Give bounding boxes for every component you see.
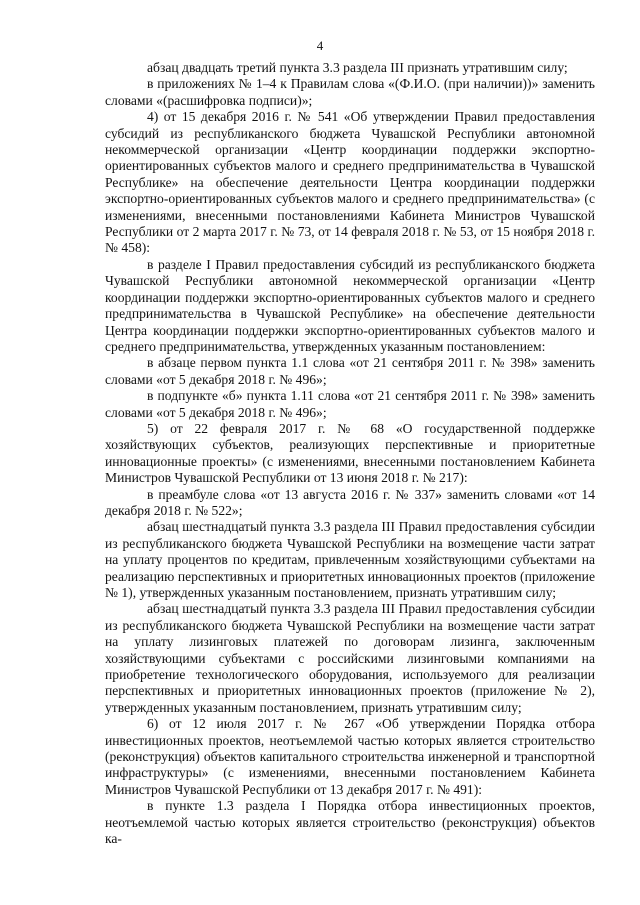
paragraph: в разделе I Правил предоставления субсидий из республиканского бюджета Чувашской Республики автономной некоммерческой организации «Центр координации поддержки экспортно-ориентированных субъектов малого и среднего предпринимательства в Чувашской Республике» на обеспечение деятельности Центра координации поддержки экспортно-ориентированных субъектов малого и среднего предпринимательства, утвержденных указанным постановлением: bbox=[105, 256, 595, 354]
paragraph: абзац шестнадцатый пункта 3.3 раздела III Правил предоставления субсидии из республиканского бюджета Чувашской Республики на возмещение части затрат на уплату процентов по кредитам, привлеченным хозяйствующими субъектами на реализацию перспективных и приоритетных инновационных проектов (приложение № 1), утвержденных указанным постановлением, признать утратившим силу; bbox=[105, 519, 595, 600]
paragraph: в подпункте «б» пункта 1.11 слова «от 21 сентября 2011 г. № 398» заменить словами «от 5 декабря 2018 г. № 496»; bbox=[105, 388, 595, 420]
paragraph: абзац шестнадцатый пункта 3.3 раздела III Правил предоставления субсидии из республиканского бюджета Чувашской Республики на возмещение части затрат на уплату лизинговых платежей по договорам лизинга, заключенным хозяйствующими субъектами с российскими лизинговыми компаниями на приобретение технологического оборудования, используемого для реализации перспективных и приоритетных инновационных проектов (приложение № 2), утвержденных указанным постановлением, признать утратившим силу; bbox=[105, 601, 595, 715]
paragraph: в преамбуле слова «от 13 августа 2016 г. № 337» заменить словами «от 14 декабря 2018 г. № 522»; bbox=[105, 486, 595, 518]
paragraph: 5) от 22 февраля 2017 г. № 68 «О государственной поддержке хозяйствующих субъектов, реализующих перспективные и приоритетные инновационные проекты» (с изменениями, внесенными постановлением Кабинета Министров Чувашской Республики от 13 июня 2018 г. № 217): bbox=[105, 420, 595, 486]
paragraph: абзац двадцать третий пункта 3.3 раздела III признать утратившим силу; bbox=[147, 60, 568, 75]
paragraph: в абзаце первом пункта 1.1 слова «от 21 сентября 2011 г. № 398» заменить словами «от 5 декабря 2018 г. № 496»; bbox=[105, 355, 595, 387]
paragraph: 6) от 12 июля 2017 г. № 267 «Об утверждении Порядка отбора инвестиционных проектов, неотъемлемой частью которых является строительство (реконструкция) объектов капитального строительства инженерной и транспортной инфраструктуры» (с изменениями, внесенными постановлением Кабинета Министров Чувашской Республики от 13 декабря 2017 г. № 491): bbox=[105, 716, 595, 797]
paragraph: в приложениях № 1–4 к Правилам слова «(Ф.И.О. (при наличии))» заменить словами «(расшифровка подписи)»; bbox=[105, 76, 595, 108]
paragraph: 4) от 15 декабря 2016 г. № 541 «Об утверждении Правил предоставления субсидий из республиканского бюджета Чувашской Республики автономной некоммерческой организации «Центр координации поддержки экспортно-ориентированных субъектов малого и среднего предпринимательства в Чувашской Республике» на обеспечение деятельности Центра координации поддержки экспортно-ориентированных субъектов малого и среднего предпринимательства» (с изменениями, внесенными постановлениями Кабинета Министров Чувашской Республики от 2 марта 2017 г. № 73, от 14 февраля 2018 г. № 53, от 15 ноября 2018 г. № 458): bbox=[105, 109, 595, 256]
paragraph: в пункте 1.3 раздела I Порядка отбора инвестиционных проектов, неотъемлемой частью которых является строительство (реконструкция) объектов ка- bbox=[105, 798, 595, 847]
document-body bbox=[105, 60, 595, 848]
page-number: 4 bbox=[316, 38, 324, 53]
